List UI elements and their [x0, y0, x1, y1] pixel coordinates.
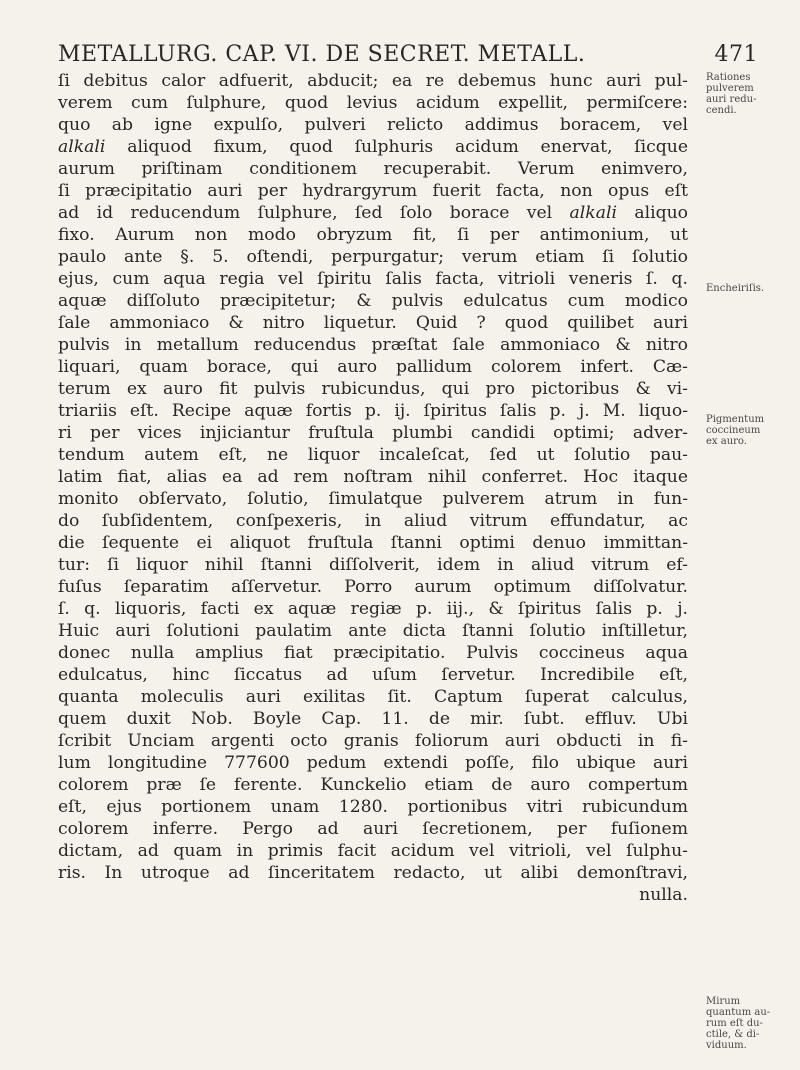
text-line: ſale ammoniaco & nitro liquetur. Quid ? quod quilibet auri	[58, 313, 688, 333]
text-line: liquari, quam borace, qui auro pallidum colorem infert. Cæ-	[58, 357, 688, 377]
text-line: tur: ſi liquor nihil ſtanni diſſolverit, idem in aliud vitrum ef-	[58, 555, 688, 575]
running-head-title: METALLURG. CAP. VI. DE SECRET. METALL.	[58, 42, 586, 67]
margin-note-encheirisis	[706, 283, 796, 294]
text-line: fixo. Aurum non modo obryzum fit, ſi per antimonium, ut	[58, 225, 688, 245]
text-line: quanta moleculis auri exilitas ſit. Captum ſuperat calculus,	[58, 687, 688, 707]
margin-note-rationes	[706, 72, 796, 116]
text-span: aliquo	[616, 203, 689, 223]
text-line: triariis eſt. Recipe aquæ fortis p. ij. ſpiritus ſalis p. j. M. liquo-	[58, 401, 688, 421]
text-line: aquæ diſſoluto præcipitetur; & pulvis edulcatus cum modico	[58, 291, 688, 311]
text-line: quem duxit Nob. Boyle Cap. 11. de mir. ſubt. effluv. Ubi	[58, 709, 688, 729]
text-line: donec nulla amplius fiat præcipitatio. Pulvis coccineus aqua	[58, 643, 688, 663]
margin-note-line: ex auro.	[706, 436, 747, 447]
text-line: ſcribit Unciam argenti octo granis foliorum auri obducti in fi-	[58, 731, 688, 751]
body-text	[58, 70, 688, 906]
text-line: monito obſervato, ſolutio, ſimulatque pulverem atrum in fun-	[58, 489, 688, 509]
margin-note-line: ctile, & di-	[706, 1029, 760, 1040]
text-line	[58, 136, 688, 158]
italic-term: alkali	[58, 137, 106, 157]
italic-term: alkali	[569, 203, 617, 223]
text-line: latim fiat, alias ea ad rem noſtram nihil conferret. Hoc itaque	[58, 467, 688, 487]
text-line: tendum autem eſt, ne liquor incaleſcat, ſed ut ſolutio pau-	[58, 445, 688, 465]
text-line: lum longitudine 777600 pedum extendi poſſe, filo ubique auri	[58, 753, 688, 773]
margin-note-line: pulverem	[706, 83, 754, 94]
text-line: colorem præ ſe ferente. Kunckelio etiam de auro compertum	[58, 775, 688, 795]
text-line: verem cum ſulphure, quod levius acidum expellit, permiſcere:	[58, 93, 688, 113]
text-span: aliquod fixum, quod ſulphuris acidum enervat, ſicque	[105, 137, 688, 157]
text-span: ad id reducendum ſulphure, ſed ſolo borace vel	[58, 203, 570, 223]
text-line: fuſus ſeparatim aſſervetur. Porro aurum optimum diſſolvatur.	[58, 577, 688, 597]
text-line: do ſubſidentem, conſpexeris, in aliud vitrum effundatur, ac	[58, 511, 688, 531]
running-head	[58, 42, 758, 67]
text-line: ſi præcipitatio auri per hydrargyrum fuerit facta, non opus eſt	[58, 181, 688, 201]
margin-note-line: Mirum	[706, 996, 741, 1007]
text-line	[58, 202, 688, 224]
margin-note-line: rum eſt du-	[706, 1018, 763, 1029]
margin-note-pigmentum	[706, 414, 796, 447]
margin-note-mirum	[706, 996, 796, 1051]
text-line: dictam, ad quam in primis facit acidum vel vitrioli, vel ſulphu-	[58, 841, 688, 861]
margin-note-line: coccineum	[706, 425, 761, 436]
text-line: pulvis in metallum reducendus præſtat ſale ammoniaco & nitro	[58, 335, 688, 355]
text-line: ejus, cum aqua regia vel ſpiritu ſalis facta, vitrioli veneris ſ. q.	[58, 269, 688, 289]
margin-note-line: Encheiriſis.	[706, 283, 765, 294]
text-line: die ſequente ei aliquot fruſtula ſtanni optimi denuo immittan-	[58, 533, 688, 553]
text-line: edulcatus, hinc ſiccatus ad uſum ſervetur. Incredibile eſt,	[58, 665, 688, 685]
text-line: quo ab igne expulſo, pulveri relicto addimus boracem, vel	[58, 115, 688, 135]
margin-note-line: Pigmentum	[706, 414, 765, 425]
page-number: 471	[714, 42, 758, 67]
margin-note-line: cendi.	[706, 105, 737, 116]
margin-note-line: viduum.	[706, 1040, 747, 1051]
text-line: paulo ante §. 5. oſtendi, perpurgatur; verum etiam ſi ſolutio	[58, 247, 688, 267]
text-line: ri per vices injiciantur fruſtula plumbi candidi optimi; adver-	[58, 423, 688, 443]
text-line: Huic auri ſolutioni paulatim ante dicta ſtanni ſolutio inſtilletur,	[58, 621, 688, 641]
text-line: ris. In utroque ad ſinceritatem redacto, ut alibi demonſtravi,	[58, 863, 688, 883]
text-line: aurum priſtinam conditionem recuperabit. Verum enimvero,	[58, 159, 688, 179]
margin-note-line: quantum au-	[706, 1007, 771, 1018]
margin-note-line: Rationes	[706, 72, 751, 83]
text-line: ſ. q. liquoris, facti ex aquæ regiæ p. iij., & ſpiritus ſalis p. j.	[58, 599, 688, 619]
text-line: eſt, ejus portionem unam 1280. portionibus vitri rubicundum	[58, 797, 688, 817]
text-line: ſi debitus calor adfuerit, abducit; ea re debemus hunc auri pul-	[58, 71, 688, 91]
text-line: terum ex auro fit pulvis rubicundus, qui pro pictoribus & vi-	[58, 379, 688, 399]
text-line: nulla.	[639, 885, 688, 905]
margin-note-line: auri redu-	[706, 94, 757, 105]
text-line: colorem inferre. Pergo ad auri ſecretionem, per fuſionem	[58, 819, 688, 839]
